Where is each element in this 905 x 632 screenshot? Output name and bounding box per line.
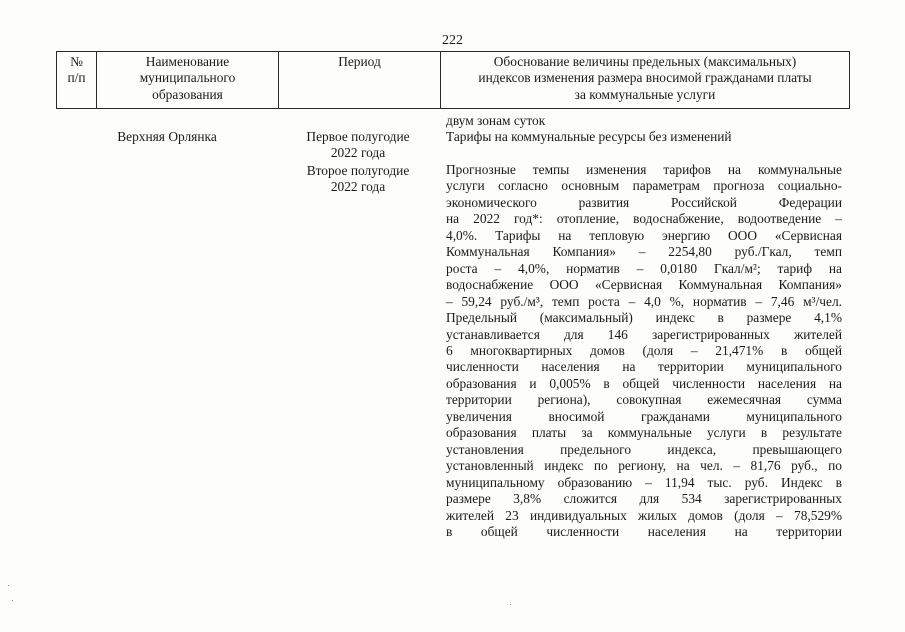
header-col-number: № п/п: [57, 52, 97, 109]
basis-line: в общей численности населения на территории: [446, 523, 842, 539]
basis-line: водоснабжение ООО «Сервисная Коммунальная Компания»: [446, 277, 842, 293]
basis-first-half: Тарифы на коммунальные ресурсы без изменений: [446, 129, 732, 144]
header-col-municipality: Наименование муниципального образования: [97, 52, 279, 109]
basis-line: территории региона), совокупная ежемесячная сумма: [446, 392, 842, 408]
page-number: 222: [442, 33, 463, 48]
header-col-period: Период: [279, 52, 441, 109]
scan-artifact: [12, 600, 13, 601]
basis-line: Коммунальная Компания» – 2254,80 руб./Гкал, темп: [446, 244, 842, 260]
basis-line: муниципальному образованию – 11,94 тыс. руб. Индекс в: [446, 474, 842, 490]
scan-artifact: [8, 585, 9, 586]
scan-artifact: [510, 604, 511, 605]
basis-line: экономического развития Российской Федерации: [446, 194, 842, 210]
period-second-half: Второе полугодие 2022 года: [306, 163, 410, 195]
basis-line: 4,0%. Тарифы на тепловую энергию ООО «Сервисная: [446, 227, 842, 243]
basis-line: устанавливается для 146 зарегистрированных жителей: [446, 326, 842, 342]
basis-line: образования и 0,005% в общей численности населения на: [446, 375, 842, 391]
basis-line: на 2022 год*: отопление, водоснабжение, водоотведение –: [446, 211, 842, 227]
basis-line: – 59,24 руб./м³, темп роста – 4,0 %, норматив – 7,46 м³/чел.: [446, 293, 842, 309]
basis-line: образования платы за коммунальные услуги в результате: [446, 425, 842, 441]
basis-line: увеличения вносимой гражданами муниципального: [446, 408, 842, 424]
basis-line: размере 3,8% сложится для 534 зарегистрированных: [446, 491, 842, 507]
header-col-basis: Обоснование величины предельных (максимальных) индексов изменения размера вносимой гражданами платы за коммунальные услуги: [441, 52, 850, 109]
basis-line: жителей 23 индивидуальных жилых домов (доля – 78,529%: [446, 507, 842, 523]
table-header: [56, 51, 850, 109]
municipality-name: Верхняя Орлянка: [117, 129, 217, 144]
basis-line: 6 многоквартирных домов (доля – 21,471% в общей: [446, 342, 842, 358]
basis-line: Прогнозные темпы изменения тарифов на коммунальные: [446, 162, 842, 177]
basis-line: услуги согласно основным параметрам прогноза социально-: [446, 178, 842, 194]
basis-line: Предельный (максимальный) индекс в размере 4,1%: [446, 310, 842, 326]
basis-line: установления предельного индекса, превышающего: [446, 441, 842, 457]
basis-line: установленный индекс по региону, на чел. – 81,76 руб., по: [446, 458, 842, 474]
period-first-half: Первое полугодие 2022 года: [306, 129, 410, 161]
basis-line: численности населения на территории муниципального: [446, 359, 842, 375]
continuation-text: двум зонам суток: [446, 113, 546, 128]
basis-line: роста – 4,0%, норматив – 0,0180 Гкал/м²; тариф на: [446, 260, 842, 276]
basis-second-half: [446, 162, 842, 540]
